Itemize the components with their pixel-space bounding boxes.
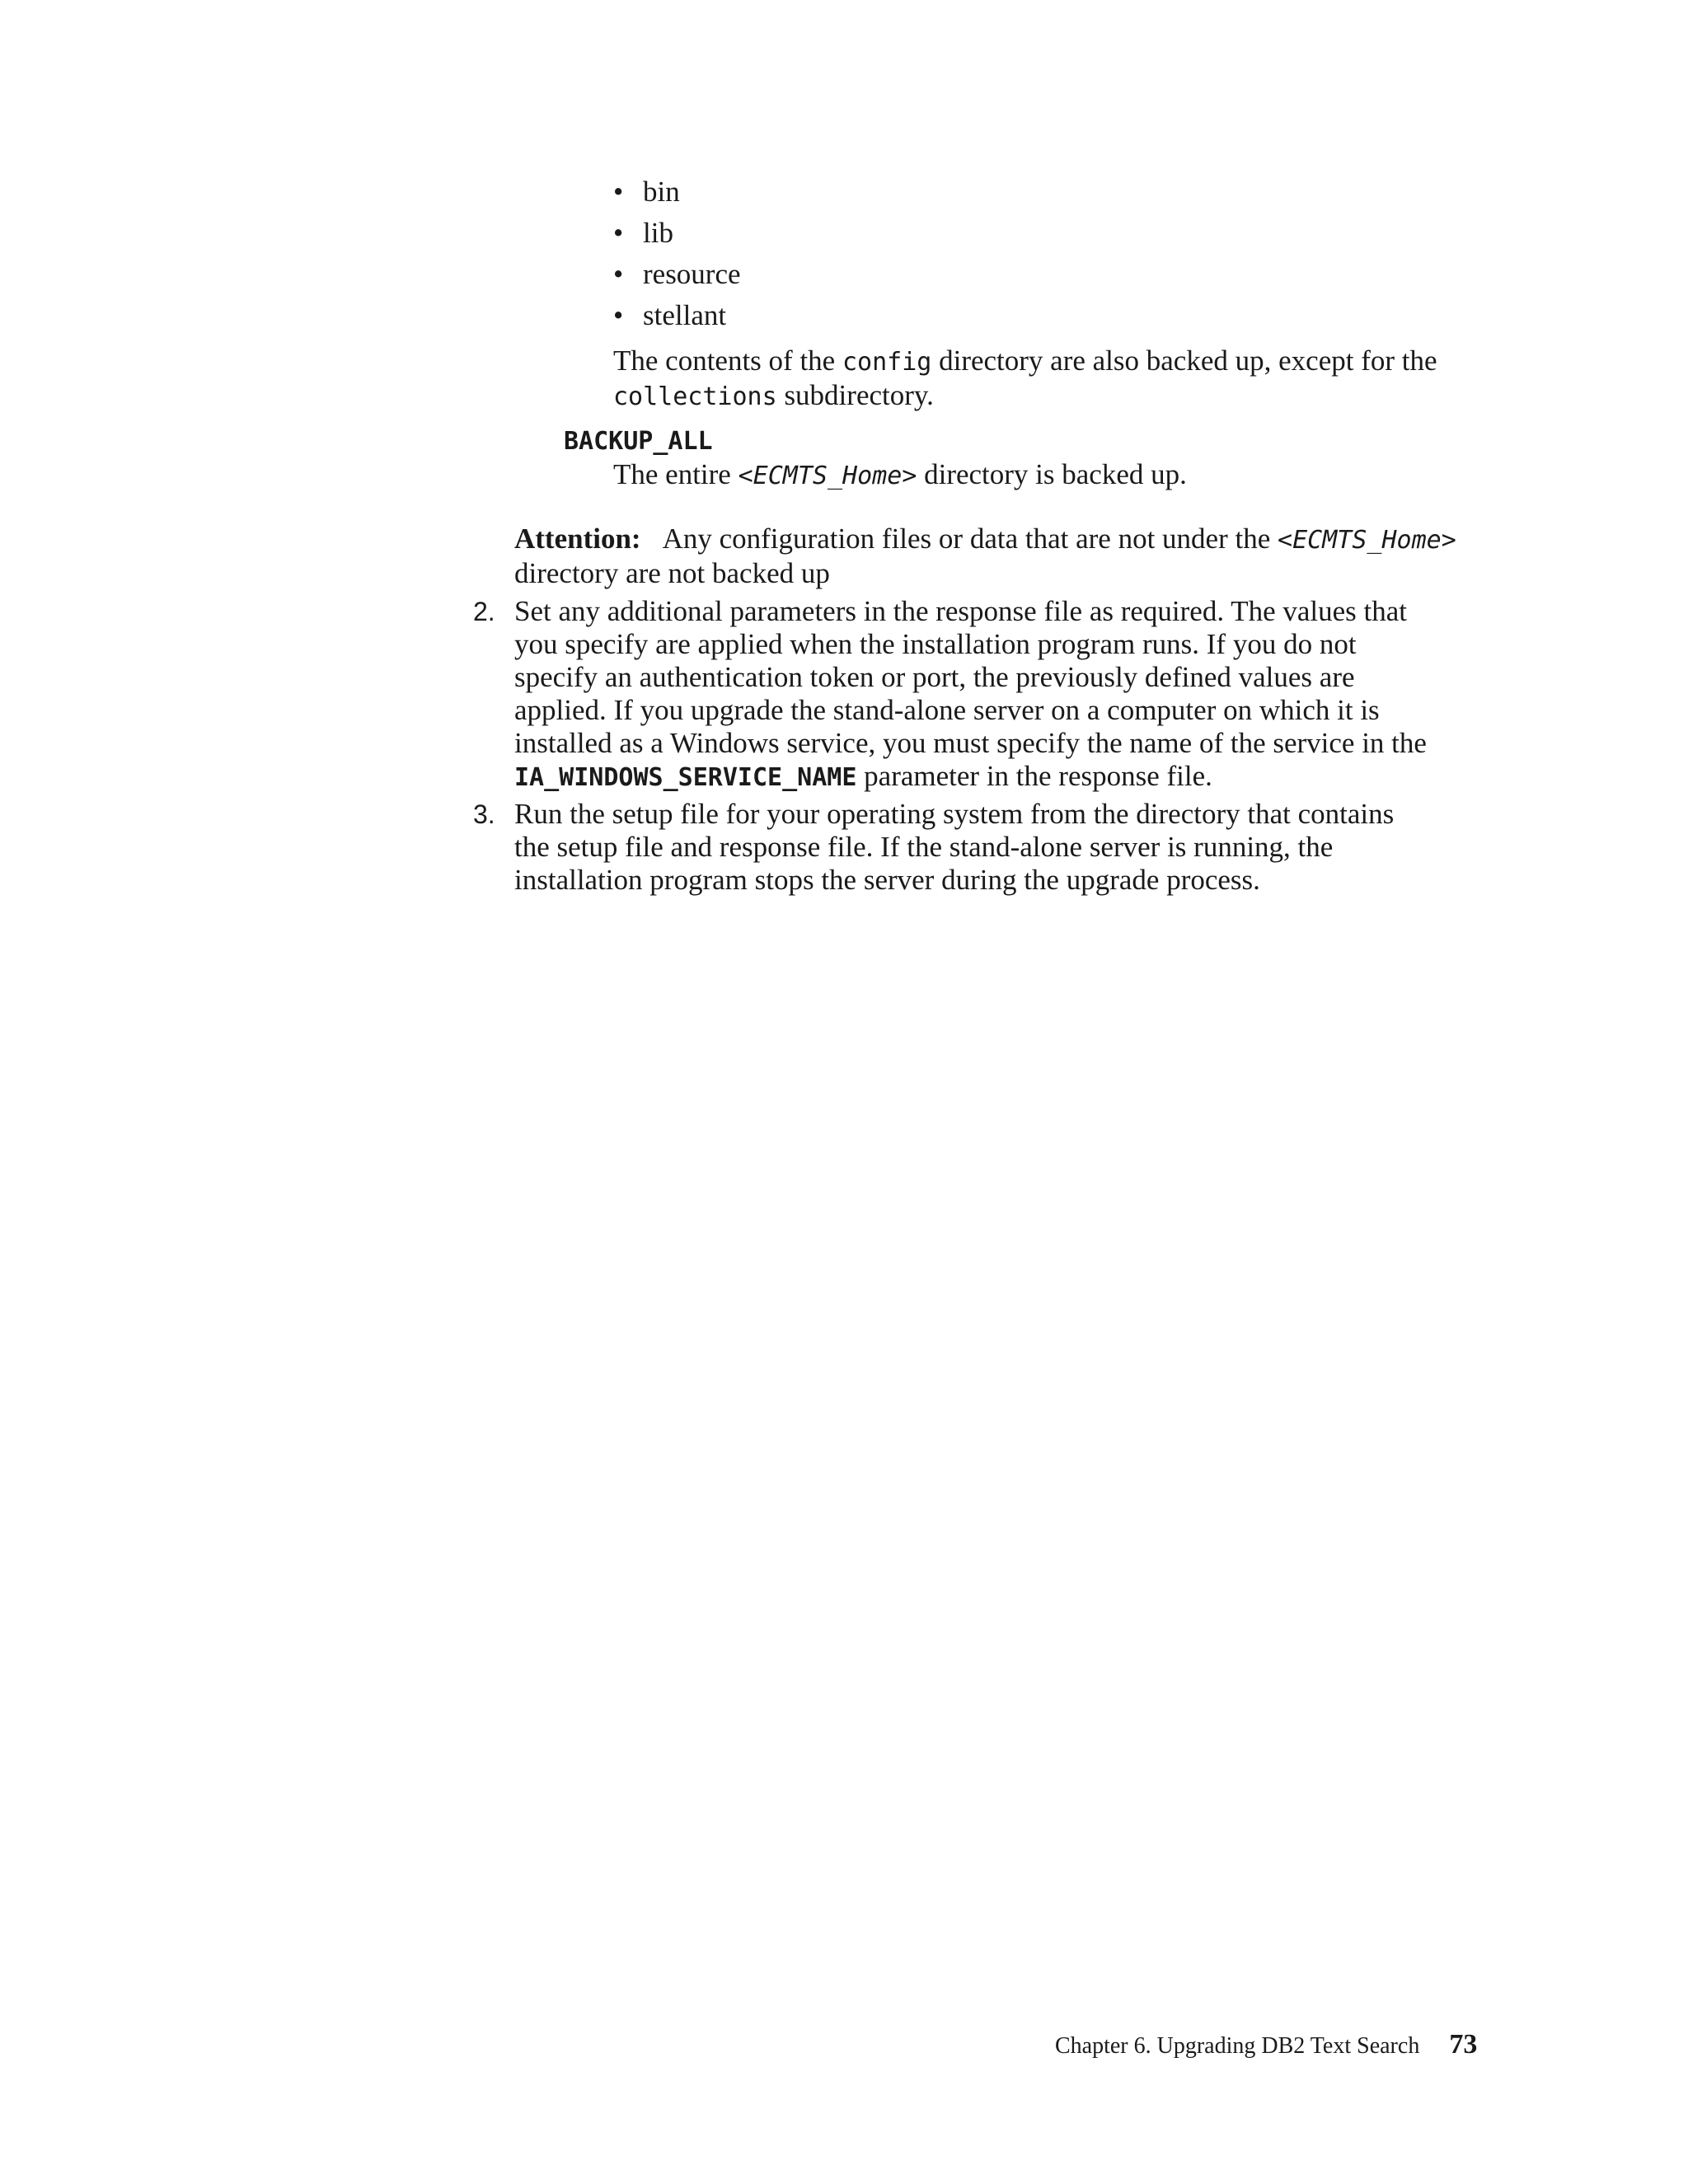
chapter-title: Chapter 6. Upgrading DB2 Text Search [1055,2033,1420,2059]
attention-line-2: directory are not backed up [514,557,830,589]
step-line [514,760,1512,794]
bullet-icon: • [613,176,624,208]
list-item [610,254,741,295]
step-line: Run the setup file for your operating system from the directory that contains [514,798,1395,830]
step-number: 2. [473,597,495,626]
step-line: applied. If you upgrade the stand-alone server on a computer on which it is [514,694,1380,726]
attention-line-1 [514,523,1503,557]
variable-ecmts-home: <ECMTS_Home> [1278,526,1456,555]
list-item [610,295,741,336]
step-body [514,595,1512,794]
list-item-label: resource [643,258,741,290]
step-line: installation program stops the server during the upgrade process. [514,864,1260,896]
step-3 [473,798,1512,897]
page-number: 73 [1449,2029,1478,2060]
bullet-icon: • [613,217,624,249]
step-line: installed as a Windows service, you must specify the name of the service in the [514,727,1427,759]
config-paragraph [613,344,1536,414]
list-item [610,171,741,213]
page-footer [1055,2027,1477,2060]
attention-label: Attention: [514,523,641,555]
text-run: directory are also backed up, except for the [931,344,1437,377]
bullet-icon: • [613,299,624,331]
text-run: subdirectory. [776,379,934,411]
list-item-label: lib [643,217,673,249]
text-run: The contents of the [613,344,842,377]
text-run: The entire [613,458,738,490]
step-number: 3. [473,799,495,829]
variable-ecmts-home: <ECMTS_Home> [738,462,917,490]
list-item-label: stellant [643,299,727,331]
text-run: parameter in the response file. [856,760,1212,792]
step-line: the setup file and response file. If the stand-alone server is running, the [514,831,1334,863]
step-body [514,798,1512,897]
definition-description [613,458,1536,493]
text-run: directory is backed up. [917,458,1187,490]
code-collections: collections [613,382,777,411]
definition-term: BACKUP_ALL [564,427,713,456]
list-item-label: bin [643,176,680,208]
step-line: Set any additional parameters in the response file as required. The values that [514,595,1408,627]
config-paragraph-line-1 [613,344,1536,379]
text-run: Any configuration files or data that are not under the [662,523,1278,555]
bullet-icon: • [613,258,624,290]
step-line: you specify are applied when the installation program runs. If you do not [514,628,1357,660]
config-paragraph-line-2 [613,379,1536,414]
attention-note [514,523,1503,590]
backup-contents-list [610,171,741,336]
code-config: config [842,348,932,377]
step-2 [473,595,1512,794]
list-item [610,213,741,254]
step-line: specify an authentication token or port, the previously defined values are [514,661,1355,693]
code-parameter: IA_WINDOWS_SERVICE_NAME [514,763,857,792]
